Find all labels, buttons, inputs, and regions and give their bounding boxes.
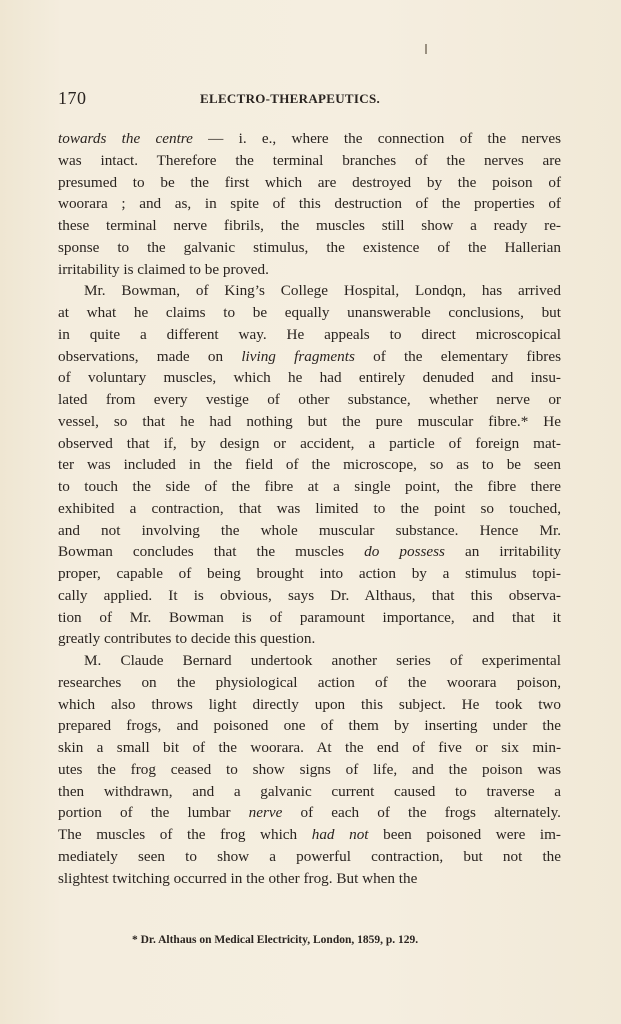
text-line: prepared frogs, and poisoned one of them by inserting under the (58, 717, 561, 735)
text-line: then withdrawn, and a galvanic current caused to traverse a (58, 782, 561, 800)
text-line: irritability is claimed to be proved. (58, 260, 269, 278)
running-head: ELECTRO-THERAPEUTICS. (200, 91, 381, 106)
text-line: ter was included in the field of the microscope, so as to be seen (58, 456, 561, 474)
margin-mark (425, 44, 427, 54)
text-line: utes the frog ceased to show signs of life, and the poison was (58, 760, 561, 778)
text-line: towards the centre — i. e., where the connection of the nerves (58, 130, 561, 147)
text-line: tion of Mr. Bowman is of paramount importance, and that it (58, 608, 561, 626)
text-line: sponse to the galvanic stimulus, the existence of the Hallerian (58, 238, 561, 256)
text-line: greatly contributes to decide this question. (58, 630, 316, 648)
text-line: and not involving the whole muscular substance. Hence Mr. (58, 521, 561, 539)
text-line: proper, capable of being brought into action by a stimulus topi- (58, 565, 561, 582)
text-line: mediately seen to show a powerful contraction, but not the (58, 847, 561, 865)
text-line: cally applied. It is obvious, says Dr. Althaus, that this observa- (58, 586, 561, 604)
text-line: presumed to be the first which are destroyed by the poison of (58, 173, 561, 191)
text-line: was intact. Therefore the terminal branches of the nerves are (58, 151, 561, 169)
text-line: Bowman concludes that the muscles do possess an irritability (58, 543, 562, 561)
text-line: skin a small bit of the woorara. At the end of five or six min- (58, 739, 561, 756)
text-line: which also throws light directly upon this subject. He took two (58, 695, 561, 713)
page-number: 170 (58, 88, 87, 108)
text-line: lated from every vestige of other substance, whether nerve or (58, 391, 561, 408)
page-header (58, 88, 568, 112)
text-line: portion of the lumbar nerve of each of the frogs alternately. (58, 804, 561, 822)
text-line: vessel, so that he had nothing but the pure muscular fibre.* He (58, 412, 561, 430)
text-line: woorara ; and as, in spite of this destruction of the properties of (58, 195, 561, 213)
text-line: M. Claude Bernard undertook another series of experimental (84, 652, 561, 669)
body-text (58, 128, 561, 889)
text-line: at what he claims to be equally unanswerable conclusions, but (58, 304, 561, 321)
text-line: to touch the side of the fibre at a single point, the fibre there (58, 478, 561, 495)
text-line: of voluntary muscles, which he had entirely denuded and insu- (58, 369, 561, 387)
text-line: these terminal nerve fibrils, the muscles still show a ready re- (58, 217, 561, 234)
text-line: in quite a different way. He appeals to direct microscopical (58, 325, 561, 343)
text-line: Mr. Bowman, of King’s College Hospital, London, has arrived (84, 282, 561, 300)
text-line: observed that if, by design or accident, a particle of foreign mat- (58, 434, 561, 452)
text-line: researches on the physiological action of the woorara poison, (58, 673, 561, 691)
text-line: observations, made on living fragments of the elementary fibres (58, 347, 561, 365)
text-line: The muscles of the frog which had not been poisoned were im- (58, 826, 561, 843)
text-line: slightest twitching occurred in the other frog. But when the (58, 869, 418, 887)
footnote: * Dr. Althaus on Medical Electricity, London, 1859, p. 129. (132, 934, 419, 946)
text-line: exhibited a contraction, that was limited to the point so touched, (58, 499, 561, 517)
